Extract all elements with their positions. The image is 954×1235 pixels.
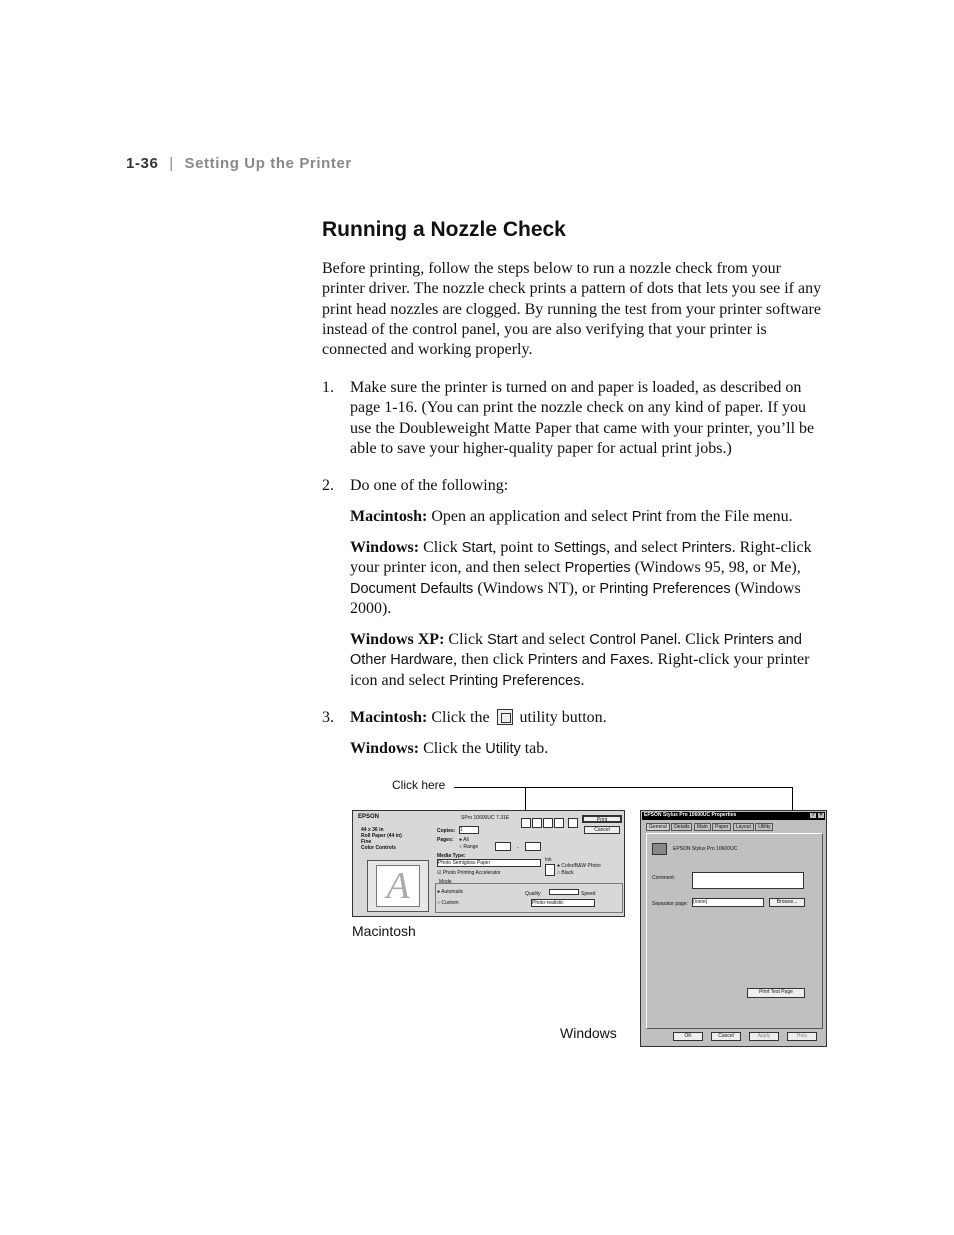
windows-properties-dialog xyxy=(640,810,827,1047)
comment-input[interactable] xyxy=(692,872,804,889)
comment-label: Comment: xyxy=(652,875,676,881)
utility-icon xyxy=(497,709,513,725)
quality-label: Quality xyxy=(525,891,541,897)
tab-panel xyxy=(646,833,823,1029)
text: , then click xyxy=(453,651,524,669)
menu-term: Printers xyxy=(681,540,732,556)
tab-details[interactable]: Details xyxy=(671,823,692,831)
help-icon[interactable]: ? xyxy=(811,812,815,818)
platform-label: Windows: xyxy=(350,539,420,556)
menu-term: Printing Preferences xyxy=(449,672,581,689)
text: . xyxy=(580,671,585,689)
text: . Right-click your printer icon and select xyxy=(350,651,810,689)
automatic-label: Automatic xyxy=(441,889,464,895)
menu-term: Properties xyxy=(564,560,631,577)
platform-label: Macintosh: xyxy=(350,709,428,726)
custom-radio[interactable]: ○ Custom xyxy=(437,900,459,906)
summary-line: 44 x 36 in xyxy=(361,827,384,833)
menu-term: Control Panel xyxy=(589,632,678,648)
print-test-page-button[interactable]: Print Test Page xyxy=(747,988,805,998)
tab-utility[interactable]: Utility xyxy=(755,823,773,831)
text: Click xyxy=(423,539,458,556)
preview-panel xyxy=(367,860,429,912)
text: and select xyxy=(521,631,586,648)
tab-main[interactable]: Main xyxy=(694,823,711,831)
window-title: EPSON Stylus Pro 10600UC Properties xyxy=(644,812,737,818)
range-from-input[interactable] xyxy=(495,842,511,851)
close-icon[interactable]: × xyxy=(819,812,823,818)
window-titlebar xyxy=(642,812,825,820)
all-label: All xyxy=(463,837,469,843)
summary-line: Color Controls xyxy=(361,845,396,851)
menu-term: Printing Preferences xyxy=(599,580,731,597)
ink-black-radio[interactable]: ○ Black xyxy=(557,870,574,876)
text: utility button. xyxy=(519,709,607,726)
separator-label: Separator page: xyxy=(652,901,688,907)
text: Click the xyxy=(423,740,482,757)
running-header xyxy=(126,155,352,172)
copies-input[interactable]: 1 xyxy=(459,826,479,834)
platform-label: Windows: xyxy=(350,740,420,757)
help-icon[interactable] xyxy=(568,818,578,828)
accelerator-checkbox[interactable]: ☑ Photo Printing Accelerator xyxy=(437,870,501,876)
ok-button[interactable]: OK xyxy=(673,1032,703,1041)
header-separator: | xyxy=(169,155,174,172)
pages-all-radio[interactable]: ● All xyxy=(459,837,469,843)
range-to-input[interactable] xyxy=(525,842,541,851)
menu-term: Start xyxy=(461,540,493,556)
text: from the File menu. xyxy=(665,508,793,525)
media-type-select[interactable]: Photo Semigloss Paper xyxy=(437,859,541,867)
ink-black-label: Black xyxy=(561,870,574,876)
page-number: 1-36 xyxy=(126,155,159,172)
text: . Click xyxy=(677,631,720,648)
platform-label: Windows XP: xyxy=(350,631,445,648)
menu-term: Printers and Faxes xyxy=(527,652,650,669)
callout-line xyxy=(454,787,793,788)
copies-label: Copies: xyxy=(437,828,456,834)
menu-term: Printers and Other Hardware xyxy=(350,632,802,669)
tab-general[interactable]: General xyxy=(646,823,670,831)
mac-caption: Macintosh xyxy=(352,923,416,939)
step-number: 1. xyxy=(322,379,334,396)
pages-range-radio[interactable]: ○ Range xyxy=(459,844,479,850)
section-title: Setting Up the Printer xyxy=(184,155,352,172)
text: (Windows 2000). xyxy=(350,579,801,617)
custom-label: Custom xyxy=(441,900,459,906)
windows-caption: Windows xyxy=(560,1025,617,1041)
cancel-button[interactable]: Cancel xyxy=(584,826,620,834)
browse-button[interactable]: Browse... xyxy=(769,898,805,907)
print-button[interactable]: Print xyxy=(582,815,622,823)
callout-label: Click here xyxy=(392,778,446,792)
summary-line: Fine xyxy=(361,839,372,845)
speed-label: Speed xyxy=(581,891,596,897)
platform-label: Macintosh: xyxy=(350,508,428,525)
settings-summary xyxy=(361,827,402,851)
help-button[interactable]: Help xyxy=(787,1032,817,1041)
preview-letter: A xyxy=(376,865,420,907)
printer-icon xyxy=(652,843,667,855)
tab-bar xyxy=(646,824,773,830)
step-number: 3. xyxy=(322,709,334,726)
range-dash: - xyxy=(517,845,519,851)
menu-term: Utility xyxy=(485,741,521,757)
tab-layout[interactable]: Layout xyxy=(733,823,754,831)
text: (Windows NT), or xyxy=(477,579,596,597)
menu-term: Document Defaults xyxy=(350,580,474,597)
separator-select[interactable]: (none) xyxy=(692,898,764,907)
menu-term: Print xyxy=(631,509,662,525)
text: Click the xyxy=(431,709,490,726)
printer-name: EPSON Stylus Pro 10600UC xyxy=(673,846,738,852)
text: Click xyxy=(448,631,484,648)
summary-line: Roll Paper (44 in) xyxy=(361,833,402,839)
mac-toolbar-icons xyxy=(521,815,578,833)
pages-label: Pages: xyxy=(437,837,454,843)
step-text: Make sure the printer is turned on and paper is loaded, as described on page 1-16. (You can print the nozzle check on any kind of paper. If you use the Doubleweight Matte Paper that came with your printer, you’ll be able to save your higher-quality paper for actual print jobs.) xyxy=(350,379,815,457)
utility-icon[interactable] xyxy=(521,818,531,828)
mac-print-dialog xyxy=(352,810,625,917)
text: , and select xyxy=(606,539,678,556)
text: , point to xyxy=(492,539,550,556)
cancel-button[interactable]: Cancel xyxy=(711,1032,741,1041)
text: . Right-click your printer icon, and then select xyxy=(350,539,812,577)
range-label: Range xyxy=(463,844,479,850)
menu-term: Settings xyxy=(553,540,607,556)
quality-slider[interactable] xyxy=(549,889,579,895)
ink-color-radio[interactable]: ● Color/B&W Photo xyxy=(557,863,601,869)
mode-label: Mode xyxy=(439,879,452,885)
ink-label: Ink xyxy=(545,857,552,863)
ink-icon xyxy=(545,864,555,876)
layout-icon[interactable] xyxy=(543,818,553,828)
apply-button[interactable]: Apply xyxy=(749,1032,779,1041)
brand-label: EPSON xyxy=(358,814,380,820)
intro-paragraph: Before printing, follow the steps below to run a nozzle check from your printer driver. The nozzle check prints a pattern of dots that lets you see if any print head nozzles are clogged. By running the test from your printer software instead of the control panel, you are also verifying that your printer is connected and working properly. xyxy=(322,260,822,359)
text: tab. xyxy=(524,740,549,757)
mode-group xyxy=(435,883,623,913)
tab-paper[interactable]: Paper xyxy=(712,823,731,831)
automatic-radio[interactable]: ● Automatic xyxy=(437,889,464,895)
text: Open an application and select xyxy=(431,508,628,525)
quality-select[interactable]: Photo-realistic xyxy=(531,899,595,907)
text: (Windows 95, 98, or Me), xyxy=(634,559,801,577)
media-label: Media Type: xyxy=(437,853,466,859)
model-label: SPro 10600UC 7.31E xyxy=(461,815,510,821)
step-text: Do one of the following: xyxy=(350,477,509,494)
page-title: Running a Nozzle Check xyxy=(322,218,566,241)
ink-color-label: Color/B&W Photo xyxy=(561,863,601,869)
step-number: 2. xyxy=(322,477,334,494)
settings-icon[interactable] xyxy=(532,818,542,828)
preview-icon[interactable] xyxy=(554,818,564,828)
accelerator-label: Photo Printing Accelerator xyxy=(442,870,501,876)
menu-term: Start xyxy=(487,632,518,648)
